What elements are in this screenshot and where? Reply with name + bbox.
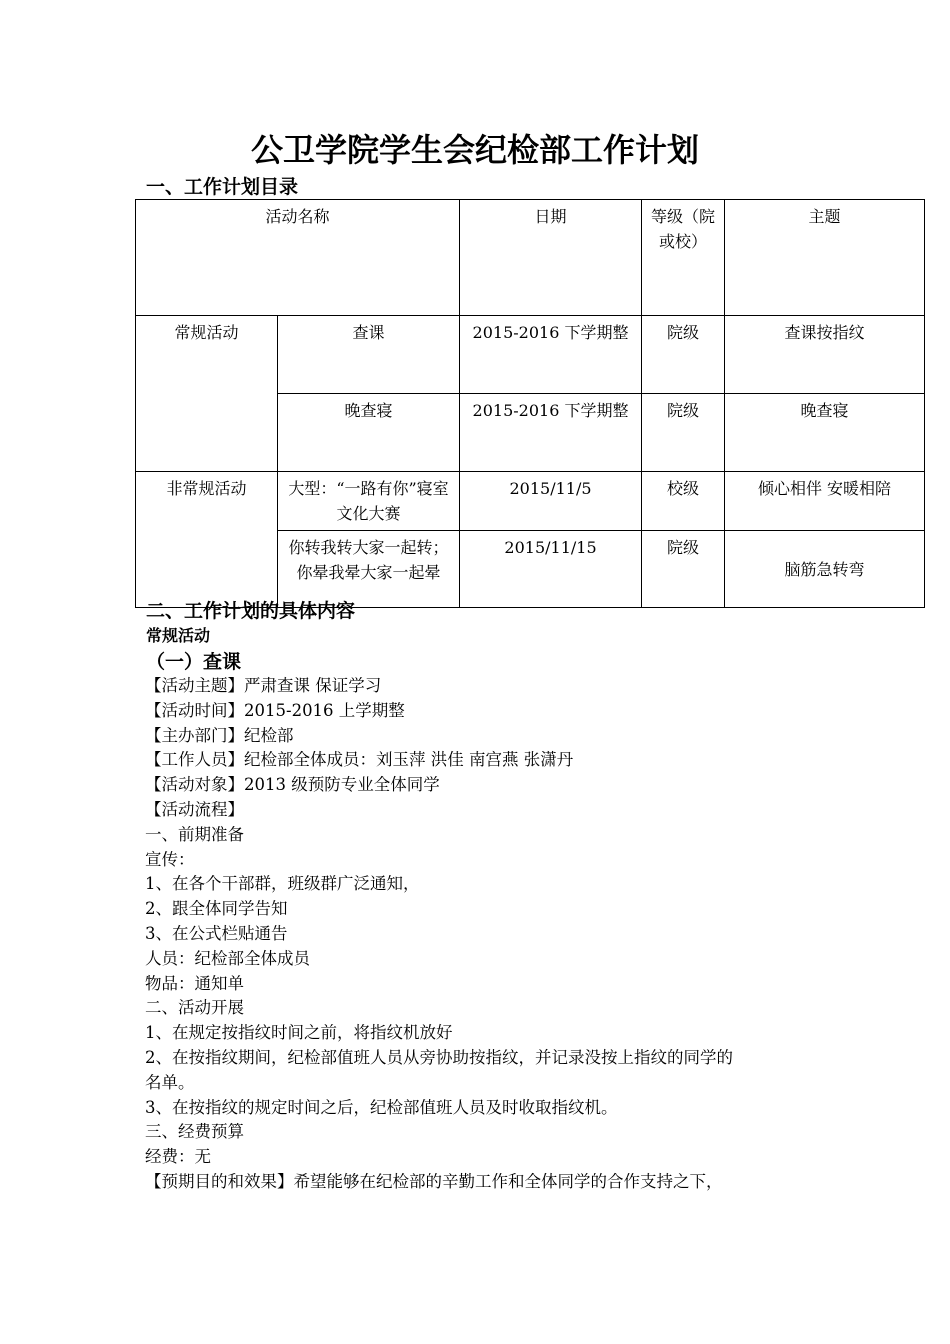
body-line: 【活动对象】2013 级预防专业全体同学 — [145, 775, 440, 795]
body-line: 3、在按指纹的规定时间之后，纪检部值班人员及时收取指纹机。 — [145, 1097, 618, 1117]
item-title-check-class: （一）查课 — [146, 651, 242, 673]
body-line: 二、活动开展 — [145, 998, 244, 1018]
cell-theme: 晚查寝 — [725, 394, 925, 472]
cell-date: 2015-2016 下学期整 — [460, 316, 642, 394]
body-line: 【活动时间】2015-2016 上学期整 — [145, 700, 405, 720]
body-line: 1、在规定按指纹时间之前，将指纹机放好 — [145, 1023, 453, 1043]
cell-level: 院级 — [642, 531, 725, 608]
body-line: 名单。 — [145, 1072, 195, 1092]
cell-level: 院级 — [642, 316, 725, 394]
category-regular: 常规活动 — [136, 316, 278, 472]
body-line: 3、在公式栏贴通告 — [145, 923, 288, 943]
header-activity-name: 活动名称 — [136, 200, 460, 316]
document-title: 公卫学院学生会纪检部工作计划 — [250, 131, 699, 169]
body-line: 一、前期准备 — [145, 824, 244, 844]
body-line: 【主办部门】纪检部 — [145, 725, 294, 745]
table-header-row — [136, 200, 925, 316]
body-line: 物品：通知单 — [145, 973, 244, 993]
body-line: 人员：纪检部全体成员 — [145, 948, 310, 968]
cell-level: 院级 — [642, 394, 725, 472]
section1-heading: 一、工作计划目录 — [146, 176, 299, 198]
cell-theme: 脑筋急转弯 — [725, 531, 925, 608]
category-irregular: 非常规活动 — [136, 472, 278, 608]
cell-theme: 查课按指纹 — [725, 316, 925, 394]
body-line: 宣传： — [145, 849, 195, 869]
body-line: 2、在按指纹期间，纪检部值班人员从旁协助按指纹，并记录没按上指纹的同学的 — [145, 1047, 733, 1067]
body-line: 2、跟全体同学告知 — [145, 899, 288, 919]
cell-date: 2015/11/15 — [460, 531, 642, 608]
body-text — [145, 674, 825, 1195]
body-line: 【活动流程】 — [145, 799, 244, 819]
cell-date: 2015-2016 下学期整 — [460, 394, 642, 472]
cell-name: 查课 — [278, 316, 460, 394]
cell-level: 校级 — [642, 472, 725, 531]
body-line: 【工作人员】纪检部全体成员：刘玉萍 洪佳 南宫燕 张潇丹 — [145, 750, 574, 770]
subheading-regular-activities: 常规活动 — [146, 626, 211, 645]
cell-name: 大型：“一路有你”寝室文化大赛 — [278, 472, 460, 531]
body-line: 【预期目的和效果】希望能够在纪检部的辛勤工作和全体同学的合作支持之下， — [145, 1171, 723, 1191]
cell-name: 你转我转大家一起转；你晕我晕大家一起晕 — [278, 531, 460, 608]
body-line: 经费：无 — [145, 1147, 211, 1167]
body-line: 三、经费预算 — [145, 1122, 244, 1142]
cell-date: 2015/11/5 — [460, 472, 642, 531]
section2-heading: 二、工作计划的具体内容 — [146, 600, 356, 622]
cell-theme: 倾心相伴 安暖相陪 — [725, 472, 925, 531]
header-date: 日期 — [460, 200, 642, 316]
body-line: 1、在各个干部群，班级群广泛通知， — [145, 874, 420, 894]
table-row — [136, 472, 925, 531]
body-line: 【活动主题】严肃查课 保证学习 — [145, 676, 382, 695]
plan-table — [135, 199, 925, 608]
table-row — [136, 316, 925, 394]
cell-name: 晚查寝 — [278, 394, 460, 472]
header-theme: 主题 — [725, 200, 925, 316]
header-level: 等级（院或校） — [642, 200, 725, 316]
